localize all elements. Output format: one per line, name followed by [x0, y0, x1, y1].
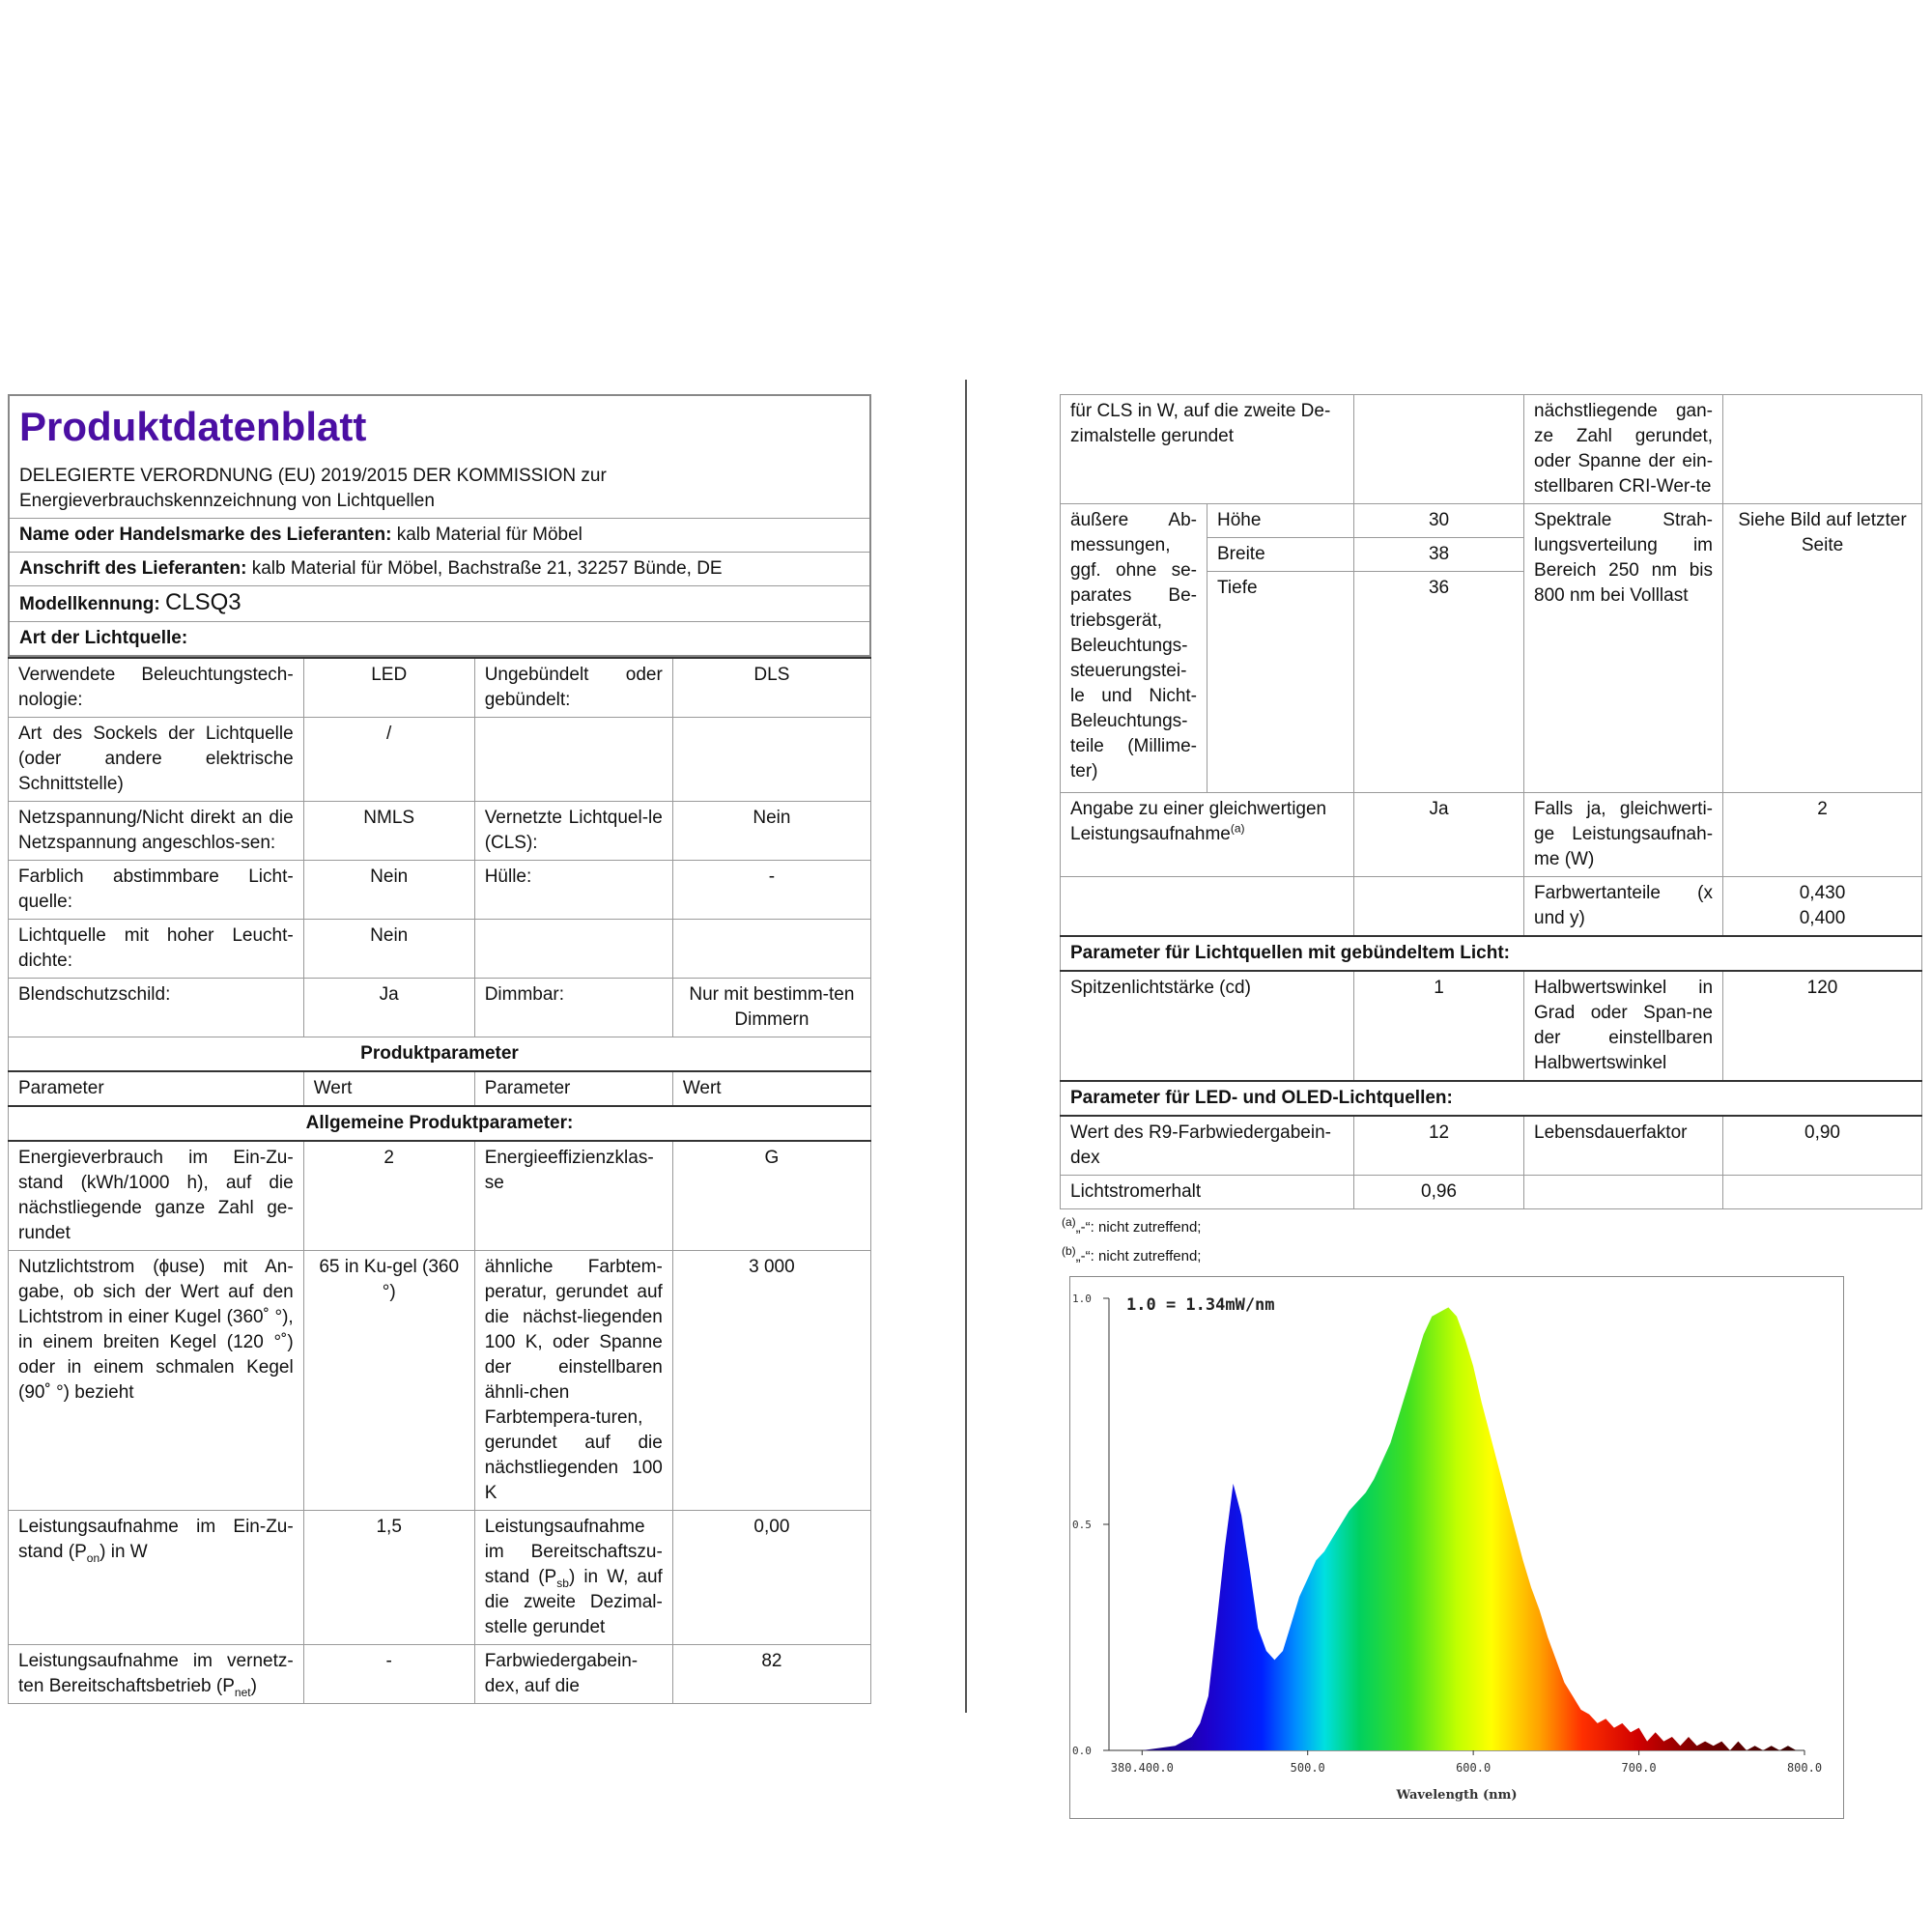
- beam-angle-label: Halbwertswinkel in Grad oder Span-ne der einstellbaren Halbwertswinkel: [1524, 971, 1723, 1081]
- dimension-depth-value: 36: [1354, 572, 1524, 793]
- datasheet-continuation-table: [1060, 394, 1922, 1209]
- tunable-label: Farblich abstimmbare Licht-quelle:: [9, 861, 304, 920]
- general-params-heading: Allgemeine Produktparameter:: [9, 1106, 871, 1141]
- cls-power-continuation-value: [1354, 395, 1524, 504]
- chromaticity-label: Farbwertanteile (x und y): [1524, 877, 1723, 937]
- technology-value: LED: [303, 658, 474, 718]
- footnotes: [1060, 1213, 1922, 1271]
- color-temperature-label: ähnliche Farbtem-peratur, gerundet auf die nächst-liegenden 100 K, oder Spanne der einstellbaren ähnli-chen Farbtempera-turen, gerundet auf die nächstliegenden 100 K: [474, 1251, 672, 1511]
- socket-extra-value: [672, 718, 870, 802]
- spectrum-chart: [1069, 1276, 1844, 1819]
- envelope-label: Hülle:: [474, 861, 672, 920]
- energy-consumption-value: 2: [303, 1141, 474, 1251]
- connected-value: Nein: [672, 802, 870, 861]
- footnote-a: $^{(a)}$„-“: nicht zutreffend;: [1062, 1215, 1202, 1236]
- supplier-address-row: [9, 553, 870, 586]
- light-source-table: [8, 657, 871, 1704]
- regulation-text: DELEGIERTE VERORDNUNG (EU) 2019/2015 DER KOMMISSION zur Energieverbrauchskennzeichnung von Lichtquellen: [19, 466, 607, 511]
- spectral-distribution-label: Spektrale Strah-lungsverteilung im Bereich 250 nm bis 800 nm bei Volllast: [1524, 504, 1723, 793]
- x-axis-label: Wavelength (nm): [1396, 1788, 1518, 1803]
- model-value: CLSQ3: [164, 589, 242, 615]
- datasheet-left-page: [8, 394, 871, 1704]
- energy-class-label: Energieeffizienzklas-se: [474, 1141, 672, 1251]
- socket-extra-label: [474, 718, 672, 802]
- directional-value: DLS: [672, 658, 870, 718]
- equivalent-power-label: Angabe zu einer gleichwertigen Leistungsaufnahme$^{(a)}$: [1061, 793, 1354, 877]
- x-tick-label: 700.0: [1621, 1761, 1657, 1775]
- page-divider: [965, 380, 967, 1713]
- dimension-height-label: Höhe: [1208, 504, 1354, 538]
- on-mode-power-value: 1,5: [303, 1511, 474, 1645]
- x-tick-label: 800.0: [1786, 1761, 1823, 1775]
- page-title: Produktdatenblatt: [19, 404, 367, 449]
- spectrum-area: [1109, 1307, 1804, 1750]
- network-standby-label: Leistungsaufnahme im vernetz-ten Bereitschaftsbetrieb $(P_{net})$: [9, 1645, 304, 1704]
- high-luminance-extra-value: [672, 920, 870, 979]
- datasheet-right-page: [1060, 394, 1922, 1843]
- beam-angle-value: 120: [1723, 971, 1922, 1081]
- standby-power-label: Leistungsaufnahme im Bereitschaftszu-stand $(P_{sb})$ in W, auf die zweite Dezimal-stelle gerundet: [474, 1511, 672, 1645]
- light-source-row: [9, 802, 871, 861]
- light-source-row: [9, 718, 871, 802]
- tunable-value: Nein: [303, 861, 474, 920]
- supplier-name-row: [9, 519, 870, 553]
- model-label: Modellkennung:: [19, 594, 160, 614]
- r9-value: 12: [1354, 1116, 1524, 1176]
- x-tick-label: 380.400.0: [1110, 1761, 1174, 1775]
- directional-label: Ungebündelt oder gebündelt:: [474, 658, 672, 718]
- peak-intensity-label: Spitzenlichtstärke (cd): [1061, 971, 1354, 1081]
- dimmable-label: Dimmbar:: [474, 979, 672, 1037]
- color-temperature-value: 3 000: [672, 1251, 870, 1511]
- standby-power-value: 0,00: [672, 1511, 870, 1645]
- energy-consumption-label: Energieverbrauch im Ein-Zu-stand (kWh/1000 h), auf die nächstliegende ganze Zahl ge-rundet: [9, 1141, 304, 1251]
- mains-label: Netzspannung/Nicht direkt an die Netzspannung angeschlos-sen:: [9, 802, 304, 861]
- y-tick-label: 0.0: [1072, 1745, 1092, 1757]
- envelope-value: -: [672, 861, 870, 920]
- technology-label: Verwendete Beleuchtungstech-nologie:: [9, 658, 304, 718]
- chromaticity-y: 0,400: [1799, 908, 1846, 928]
- supplier-address-label: Anschrift des Lieferanten:: [19, 558, 247, 579]
- led-heading: Parameter für LED- und OLED-Lichtquellen:: [1061, 1081, 1922, 1116]
- chromaticity-values: [1723, 877, 1922, 937]
- high-luminance-label: Lichtquelle mit hoher Leucht-dichte:: [9, 920, 304, 979]
- col-header-param-2: Parameter: [474, 1071, 672, 1106]
- col-header-value-1: Wert: [303, 1071, 474, 1106]
- light-source-row: [9, 979, 871, 1037]
- survival-factor-value: 0,90: [1723, 1116, 1922, 1176]
- cls-power-continuation: für CLS in W, auf die zweite De-zimalstelle gerundet: [1061, 395, 1354, 504]
- luminous-flux-value: 65 in Ku-gel (360 °): [303, 1251, 474, 1511]
- y-tick-label: 1.0: [1072, 1293, 1092, 1305]
- dimension-width-value: 38: [1354, 538, 1524, 572]
- cri-label: Farbwiedergabein-dex, auf die: [474, 1645, 672, 1704]
- network-standby-value: -: [303, 1645, 474, 1704]
- cri-value: 82: [672, 1645, 870, 1704]
- supplier-name-value: kalb Material für Möbel: [396, 525, 582, 545]
- x-tick-label: 500.0: [1290, 1761, 1325, 1775]
- col-header-value-2: Wert: [672, 1071, 870, 1106]
- light-source-row: [9, 920, 871, 979]
- cri-continuation-value: [1723, 395, 1922, 504]
- energy-class-value: G: [672, 1141, 870, 1251]
- datasheet-header-table: [8, 394, 871, 657]
- dimension-height-value: 30: [1354, 504, 1524, 538]
- col-header-param-1: Parameter: [9, 1071, 304, 1106]
- x-tick-label: 600.0: [1456, 1761, 1492, 1775]
- dimmable-value: Nur mit bestimm-ten Dimmern: [672, 979, 870, 1037]
- connected-label: Vernetzte Lichtquel-le (CLS):: [474, 802, 672, 861]
- lumen-maintenance-label: Lichtstromerhalt: [1061, 1176, 1354, 1209]
- anti-glare-label: Blendschutzschild:: [9, 979, 304, 1037]
- dimension-depth-label: Tiefe: [1208, 572, 1354, 793]
- spectral-distribution-value: Siehe Bild auf letzter Seite: [1723, 504, 1922, 793]
- chromaticity-empty-label: [1061, 877, 1354, 937]
- spectrum-svg: [1070, 1277, 1843, 1818]
- chromaticity-empty-value: [1354, 877, 1524, 937]
- socket-label: Art des Sockels der Lichtquelle (oder andere elektrische Schnittstelle): [9, 718, 304, 802]
- r9-label: Wert des R9-Farbwiedergabein-dex: [1061, 1116, 1354, 1176]
- product-params-heading: Produktparameter: [9, 1037, 871, 1072]
- supplier-address-value: kalb Material für Möbel, Bachstraße 21, 32257 Bünde, DE: [251, 558, 723, 579]
- light-source-row: [9, 861, 871, 920]
- equivalent-power-watt-value: 2: [1723, 793, 1922, 877]
- footnote-b: $^{(b)}$„-“: nicht zutreffend;: [1062, 1244, 1202, 1264]
- lumen-maintenance-value: 0,96: [1354, 1176, 1524, 1209]
- lumen-empty-1: [1524, 1176, 1723, 1209]
- luminous-flux-label: Nutzlichtstrom (ϕuse) mit An-gabe, ob sich der Wert auf den Lichtstrom in einer Kugel (360˚ °), in einem breiten Kegel (120 °˚) oder in einem schmalen Kegel (90˚ °) bezieht: [9, 1251, 304, 1511]
- supplier-name-label: Name oder Handelsmarke des Lieferanten:: [19, 525, 392, 545]
- peak-intensity-value: 1: [1354, 971, 1524, 1081]
- equivalent-power-answer: Ja: [1354, 793, 1524, 877]
- dimension-width-label: Breite: [1208, 538, 1354, 572]
- high-luminance-extra-label: [474, 920, 672, 979]
- on-mode-power-label: Leistungsaufnahme im Ein-Zu-stand $(P_{on})$ in W: [9, 1511, 304, 1645]
- datasheet-title-cell: [9, 395, 870, 519]
- lumen-empty-2: [1723, 1176, 1922, 1209]
- equivalent-power-watt-label: Falls ja, gleichwerti-ge Leistungsaufnah-me (W): [1524, 793, 1723, 877]
- dimensions-label: äußere Ab-messungen, ggf. ohne se-parates Be-triebsgerät, Beleuchtungs-steuerungstei-le und Nicht-Beleuchtungs-teile (Millime-ter): [1061, 504, 1208, 793]
- anti-glare-value: Ja: [303, 979, 474, 1037]
- socket-value: /: [303, 718, 474, 802]
- model-row: [9, 586, 870, 622]
- y-tick-label: 0.5: [1072, 1519, 1092, 1531]
- light-source-type-label: Art der Lichtquelle:: [9, 622, 870, 657]
- light-source-row: [9, 658, 871, 718]
- cri-continuation: nächstliegende gan-ze Zahl gerundet, oder Spanne der ein-stellbaren CRI-Wer-te: [1524, 395, 1723, 504]
- chromaticity-x: 0,430: [1799, 883, 1846, 903]
- high-luminance-value: Nein: [303, 920, 474, 979]
- mains-value: NMLS: [303, 802, 474, 861]
- chart-annotation: 1.0 = 1.34mW/nm: [1126, 1295, 1275, 1315]
- directional-heading: Parameter für Lichtquellen mit gebündeltem Licht:: [1061, 936, 1922, 971]
- survival-factor-label: Lebensdauerfaktor: [1524, 1116, 1723, 1176]
